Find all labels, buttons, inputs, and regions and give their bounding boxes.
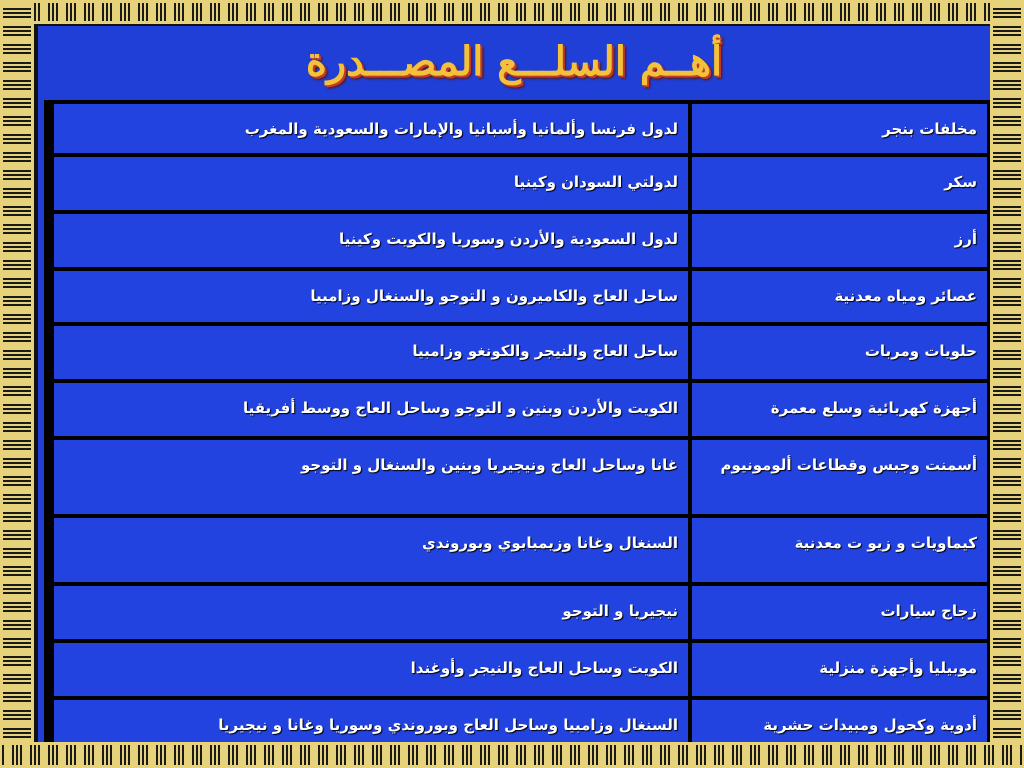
table-row: [44, 643, 990, 700]
table-cell-destination: لدول السعودية والأردن وسوريا والكويت وكينيا: [51, 214, 688, 267]
table-cell-destination: الكويت والأردن وبنين و التوجو وساحل العاج ووسط أفريقيا: [51, 383, 688, 436]
table-cell-destination: السنغال وزامبيا وساحل العاج وبوروندي وسوريا وغانا و نيجيريا: [51, 700, 688, 746]
table-cell-item: أدوية وكحول ومبيدات حشرية: [688, 700, 990, 746]
table-cell-item: أرز: [688, 214, 990, 267]
table-row: [44, 271, 990, 326]
table-cell-destination: ساحل العاج والنيجر والكونغو وزامبيا: [51, 326, 688, 379]
table-row: [44, 518, 990, 586]
table-cell-item: مخلفات بنجر: [688, 104, 990, 153]
table-cell-item: أسمنت وجبس وقطاعات ألومونيوم: [688, 440, 990, 514]
table-cell-destination: غانا وساحل العاج ونيجيريا وبنين والسنغال و التوجو: [51, 440, 688, 514]
slide: [38, 26, 990, 742]
exports-table: [44, 100, 990, 744]
table-row: [44, 586, 990, 643]
table-cell-destination: نيجيريا و التوجو: [51, 586, 688, 639]
table-row: [44, 440, 990, 518]
table-row: [44, 326, 990, 383]
table-cell-destination: لدول فرنسا وألمانيا وأسبانيا والإمارات والسعودية والمغرب: [51, 104, 688, 153]
decorative-border-bottom: [0, 742, 1024, 768]
table-cell-item: حلويات ومربات: [688, 326, 990, 379]
table-row: [44, 100, 990, 157]
table-cell-item: أجهزة كهربائية وسلع معمرة: [688, 383, 990, 436]
table-cell-item: زجاج سيارات: [688, 586, 990, 639]
decorative-border-top: [0, 0, 1024, 24]
table-cell-item: موبيليا وأجهزة منزلية: [688, 643, 990, 696]
decorative-border-left: [0, 0, 34, 768]
table-cell-item: كيماويات و زيو ت معدنية: [688, 518, 990, 582]
table-cell-destination: الكويت وساحل العاج والنيجر وأوغندا: [51, 643, 688, 696]
decorative-border-right: [990, 0, 1024, 768]
slide-title: أهــم السلـــع المصـــدرة: [305, 38, 723, 85]
table-cell-destination: ساحل العاج والكاميرون و التوجو والسنغال وزامبيا: [51, 271, 688, 322]
table-cell-item: سكر: [688, 157, 990, 210]
table-cell-destination: لدولتي السودان وكينيا: [51, 157, 688, 210]
table-cell-destination: السنغال وغانا وزيمبابوي وبوروندي: [51, 518, 688, 582]
table-row: [44, 383, 990, 440]
table-row: [44, 157, 990, 214]
table-row: [44, 214, 990, 271]
table-cell-item: عصائر ومياه معدنية: [688, 271, 990, 322]
